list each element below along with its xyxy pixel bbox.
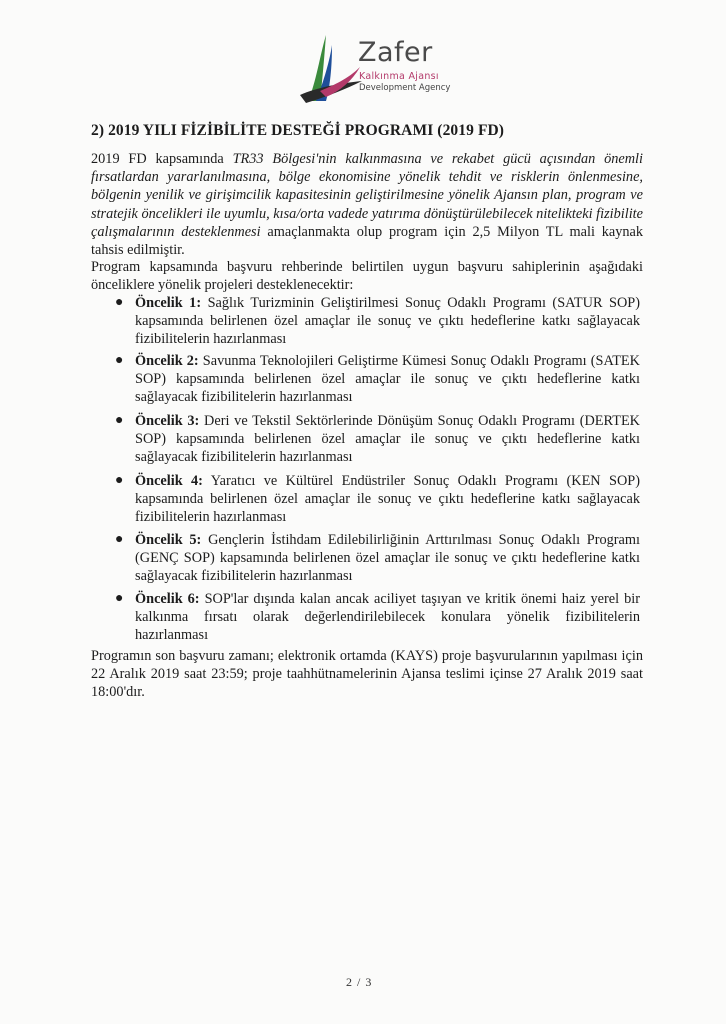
page-number: 2 / 3: [346, 975, 373, 989]
priority-label: Öncelik 2:: [135, 353, 199, 369]
section-title: 2) 2019 YILI FİZİBİLİTE DESTEĞİ PROGRAMI (2019 FD): [91, 122, 505, 139]
priority-description: Yaratıcı ve Kültürel Endüstriler Sonuç Odaklı Programı (KEN SOP) kapsamında belirlenen özel amaçlar ile sonuç ve çıktı hedeflerine katkı sağlayacak fizibilitelerin hazırlanması: [135, 473, 640, 526]
priority-text: [135, 352, 640, 407]
priority-label: Öncelik 4:: [135, 473, 203, 489]
bullet-icon: ●: [115, 591, 124, 606]
priority-label: Öncelik 3:: [135, 413, 200, 429]
bullet-icon: ●: [115, 295, 124, 310]
deadline-paragraph: Programın son başvuru zamanı; elektronik ortamda (KAYS) proje başvurularının yapılması için 22 Aralık 2019 saat 23:59; proje taahhütnamelerinin Ajansa teslimi içinse 27 Aralık 2019 saat 18:00'dır.: [91, 648, 643, 701]
priority-description: Gençlerin İstihdam Edilebilirliğinin Arttırılması Sonuç Odaklı Programı (GENÇ SOP) kapsamında belirlenen özel amaçlar ile sonuç ve çıktı hedeflerine katkı sağlayacak fizibilitelerin hazırlanması: [135, 532, 640, 585]
bullet-icon: ●: [115, 353, 124, 368]
bullet-icon: ●: [115, 473, 124, 488]
priority-text: [135, 472, 640, 527]
priority-text: [135, 590, 640, 645]
bullet-icon: ●: [115, 532, 124, 547]
priority-description: Sağlık Turizminin Geliştirilmesi Sonuç Odaklı Programı (SATUR SOP) kapsamında belirlenen özel amaçlar ile sonuç ve çıktı hedeflerine katkı sağlayacak fizibilitelerin hazırlanması: [135, 295, 640, 348]
intro-lead: 2019 FD kapsamında: [91, 151, 233, 167]
intro-tail: amaçlanmakta olup program için 2,5 Milyon TL mali kaynak tahsis edilmiştir.: [91, 223, 644, 259]
logo-swoosh-icon: [296, 33, 366, 105]
priority-text: [135, 531, 640, 586]
logo-subtitle-tr: Kalkınma Ajansı: [359, 71, 439, 82]
logo-wordmark: Zafer: [358, 37, 433, 68]
eligibility-paragraph: Program kapsamında başvuru rehberinde belirtilen uygun başvuru sahiplerinin aşağıdaki önceliklere yönelik projeleri desteklenecektir:: [91, 259, 643, 294]
logo-subtitle-en: Development Agency: [359, 83, 451, 93]
bullet-icon: ●: [115, 413, 124, 428]
priority-text: [135, 294, 640, 349]
agency-logo: [296, 33, 486, 105]
priority-text: [135, 412, 640, 467]
priority-label: Öncelik 6:: [135, 591, 200, 607]
intro-paragraph: [91, 150, 643, 259]
intro-italic: TR33 Bölgesi'nin kalkınmasına ve rekabet gücü açısından önemli fırsatlardan yararlanılmasına, bölge ekonomisine yönelik tehdit ve risklerin önlenmesine, bölgenin yenilik ve girişimcilik kapasitesinin geliştirilmesine yönelik Ajansın plan, program ve stratejik öncelikleri ile uyumlu, kısa/orta vadede yatırıma dönüştürülebilecek nitelikteki fizibilite çalışmalarının desteklenmesi: [91, 151, 643, 240]
priority-description: Savunma Teknolojileri Geliştirme Kümesi Sonuç Odaklı Programı (SATEK SOP) kapsamında belirlenen özel amaçlar ile sonuç ve çıktı hedeflerine katkı sağlayacak fizibilitelerin hazırlanması: [135, 353, 640, 406]
priority-label: Öncelik 1:: [135, 295, 202, 311]
priority-description: Deri ve Tekstil Sektörlerinde Dönüşüm Sonuç Odaklı Programı (DERTEK SOP) kapsamında belirlenen özel amaçlar ile sonuç ve çıktı hedeflerine katkı sağlayacak fizibilitelerin hazırlanması: [135, 413, 640, 466]
priority-description: SOP'lar dışında kalan ancak aciliyet taşıyan ve kritik önemi haiz yerel bir kalkınma fırsatı olarak değerlendirilebilecek konulara yönelik fizibilitelerin hazırlanması: [135, 591, 640, 644]
priority-label: Öncelik 5:: [135, 532, 202, 548]
